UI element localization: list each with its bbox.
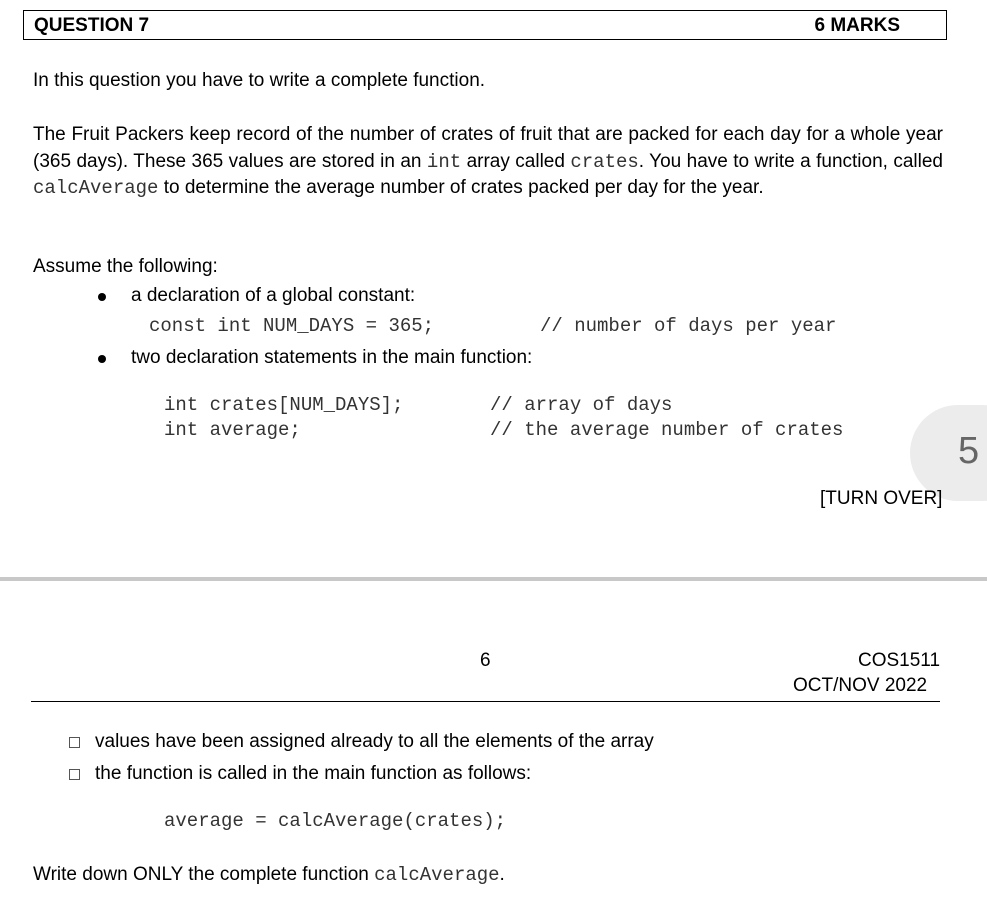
checkbox-icon xyxy=(69,737,80,748)
page-number: 6 xyxy=(480,650,491,671)
final-instruction xyxy=(33,864,505,886)
bullet-icon xyxy=(98,355,106,363)
description-part4: to determine the average number of crates packed per day for the year. xyxy=(158,177,764,198)
description-code-calcaverage: calcAverage xyxy=(33,177,159,199)
intro-text: In this question you have to write a complete function. xyxy=(33,70,486,91)
bullet-icon xyxy=(98,293,106,301)
header-rule xyxy=(31,701,940,702)
description-code-crates: crates xyxy=(570,150,639,173)
code-const-comment: // number of days per year xyxy=(540,315,837,337)
code-average-comment: // the average number of crates xyxy=(490,419,844,441)
checklist-item-values-assigned: values have been assigned already to all the elements of the array xyxy=(95,731,654,752)
description-part3: . You have to write a function, called xyxy=(638,150,943,172)
question-header xyxy=(23,10,947,40)
code-average-declaration: int average; xyxy=(164,419,301,441)
assume-heading: Assume the following: xyxy=(33,256,218,277)
final-instruction-end: . xyxy=(499,864,505,885)
exam-date: OCT/NOV 2022 xyxy=(793,675,928,696)
checklist-item-function-call: the function is called in the main function as follows: xyxy=(95,763,532,784)
code-crates-comment: // array of days xyxy=(490,394,673,416)
page-tab-number: 5 xyxy=(958,430,980,472)
bullet-main-declarations: two declaration statements in the main function: xyxy=(131,347,533,368)
description-part2: array called xyxy=(461,150,571,172)
code-crates-declaration: int crates[NUM_DAYS]; xyxy=(164,394,404,416)
question-marks: 6 MARKS xyxy=(814,15,900,36)
turn-over-label: [TURN OVER] xyxy=(820,488,943,509)
final-instruction-text: Write down ONLY the complete function xyxy=(33,864,375,885)
description-paragraph xyxy=(33,122,943,202)
code-const-declaration: const int NUM_DAYS = 365; xyxy=(149,315,435,337)
course-code: COS1511 xyxy=(858,650,941,671)
checkbox-icon xyxy=(69,769,80,780)
page-divider xyxy=(0,577,987,581)
description-code-int: int xyxy=(426,150,462,173)
bullet-global-constant: a declaration of a global constant: xyxy=(131,285,416,306)
final-instruction-code: calcAverage xyxy=(374,864,500,886)
question-title: QUESTION 7 xyxy=(34,15,150,36)
code-function-call: average = calcAverage(crates); xyxy=(164,810,507,832)
description-part1: The Fruit Packers keep record of the number of crates of fruit that are packed for each day for a whole year (365 days). These 365 values are stored in an xyxy=(33,124,943,172)
